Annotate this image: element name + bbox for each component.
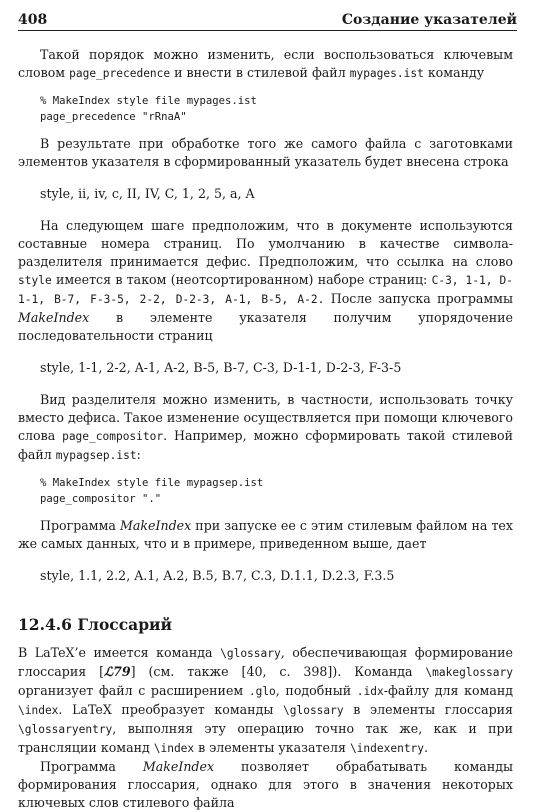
text-span: организует файл с расширением	[18, 683, 249, 698]
text-span: -файлу для команд	[383, 683, 514, 698]
code-line: % MakeIndex style file mypagsep.ist	[40, 477, 264, 489]
text-span: команду	[423, 65, 485, 80]
text-span: при запуске ее с этим стилевым файлом на тех же самых данных, что и в примере, приведенном выше, дает	[18, 518, 513, 551]
text-span: :	[136, 447, 141, 462]
filename: mypagsep.ist	[55, 449, 137, 462]
code-line: page_precedence "rRnaA"	[40, 111, 187, 123]
citation: ℒ79	[104, 664, 131, 679]
running-header	[18, 12, 517, 31]
result-line-3: style, 1.1, 2.2, A.1, A.2, B.5, B.7, C.3, D.1.1, D.2.3, F.3.5	[40, 568, 395, 583]
paragraph-6	[18, 644, 513, 758]
code-block-1	[40, 93, 513, 125]
running-title: Создание указателей	[341, 12, 517, 28]
keyword: style	[18, 274, 52, 287]
paragraph-1	[18, 46, 513, 83]
text-span: На следующем шаге предположим, что в документе используются составные номера страниц. По умолчанию в качестве символа-разделителя принимается дефис. Предположим, что ссылка на слово	[18, 218, 513, 269]
program-name: MakeIndex	[142, 759, 215, 774]
text-span: , подобный	[275, 683, 357, 698]
command: \glossary	[283, 704, 344, 717]
text-span: позволяет обрабатывать команды формирования глоссария, однако для этого в значения некоторых ключевых слов стилевого файла	[18, 759, 513, 810]
section-heading: 12.4.6 Глоссарий	[18, 615, 173, 634]
text-span: имеется в таком (неотсортированном) наборе страниц:	[51, 272, 432, 287]
extension: .glo	[248, 685, 276, 698]
paragraph-2: В результате при обработке того же самого файла с заготовками элементов указателя в сформированный указатель будет внесена строка	[18, 136, 513, 169]
program-name: MakeIndex	[18, 310, 90, 325]
command: \glossaryentry	[18, 723, 113, 736]
text-span: Такой порядок можно изменить, если воспользоваться ключевым словом	[18, 47, 513, 80]
text-span: в элементе указателя получим упорядочение последовательности страниц	[18, 310, 513, 343]
text-span: В LaTeX’е имеется команда	[18, 645, 221, 660]
paragraph-3	[18, 217, 513, 345]
command: \glossary	[220, 647, 281, 660]
text-span: Вид разделителя можно изменить, в частности, использовать точку вместо дефиса. Такое изменение осуществляется при помощи ключевого слова	[18, 392, 513, 443]
program-name: MakeIndex	[120, 518, 192, 533]
keyword: page_compositor	[62, 430, 164, 443]
text-span: После запуска программы	[324, 291, 514, 306]
text-span: Программа	[40, 518, 120, 533]
keyword: page_precedence	[69, 67, 171, 80]
text-span: ] (см. также [40, с. 398]). Команда	[130, 664, 426, 679]
text-span: . Например, можно сформировать такой стилевой файл	[18, 428, 513, 462]
text-span: .	[424, 740, 429, 755]
text-span: . LaTeX преобразует команды	[58, 702, 283, 717]
code-line: page_compositor "."	[40, 493, 162, 505]
text-span: , обеспечивающая формирование глоссария [	[18, 645, 513, 679]
paragraph-5	[18, 517, 513, 553]
command: \index	[18, 704, 59, 717]
paragraph-4	[18, 391, 513, 465]
command: \index	[153, 742, 195, 755]
text-span: , выполняя эту операцию точно так же, как и при трансляции команд	[18, 721, 513, 755]
text-span: Программа	[40, 759, 143, 774]
extension: .idx	[356, 685, 384, 698]
result-line-1: style, ii, iv, c, II, IV, C, 1, 2, 5, a, A	[40, 186, 255, 201]
page-list: C-3, 1-1, D-1-1, B-7, F-3-5, 2-2, D-2-3, A-1, B-5, A-2.	[18, 274, 513, 306]
code-block-2	[40, 475, 513, 507]
paragraph-7	[18, 758, 513, 812]
filename: mypages.ist	[349, 67, 424, 80]
text-span: в элементы указателя	[194, 740, 350, 755]
result-line-2: style, 1-1, 2-2, A-1, A-2, B-5, B-7, C-3, D-1-1, D-2-3, F-3-5	[40, 360, 402, 375]
command: \makeglossary	[425, 666, 513, 679]
code-line: % MakeIndex style file mypages.ist	[40, 95, 257, 107]
text-span: и внести в стилевой файл	[170, 65, 350, 80]
page-number: 408	[18, 12, 48, 28]
page-body	[18, 46, 513, 812]
command: \indexentry	[349, 742, 425, 755]
text-span: в элементы глоссария	[343, 702, 513, 717]
